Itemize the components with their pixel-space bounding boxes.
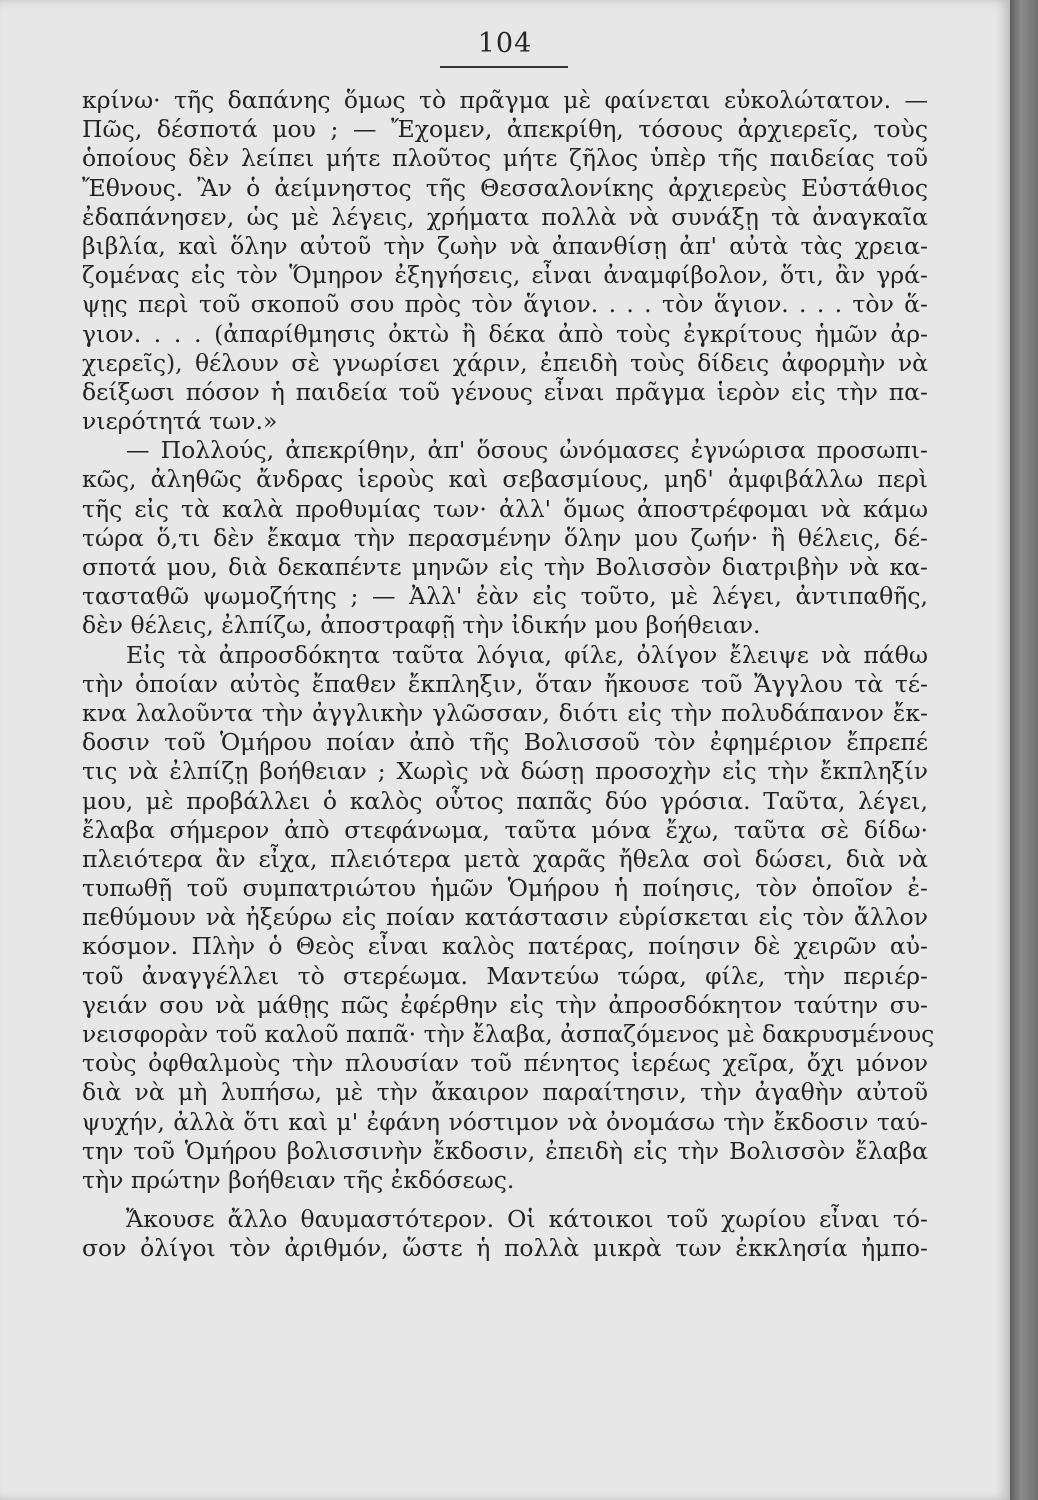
header-rule — [440, 66, 568, 68]
book-edge — [1010, 0, 1038, 1500]
text-line: νιερότητά των.» — [82, 407, 278, 436]
paragraph — [82, 640, 935, 1196]
text-line: γιον. . . . (ἀπαρίθμησις ὀκτὼ ἢ δέκα ἀπὸ τοὺς ἐγκρίτους ἡμῶν ἀρ- — [82, 319, 928, 348]
page-text — [82, 86, 935, 1264]
text-line: δείξωσι πόσον ἡ παιδεία τοῦ γένους εἶναι πρᾶγμα ἱερὸν εἰς τὴν πα- — [82, 377, 928, 406]
text-line: σποτά μου, διὰ δεκαπέντε μηνῶν εἰς τὴν Βολισσὸν διατριβὴν νὰ κα- — [82, 553, 928, 581]
text-line: κρίνω· τῆς δαπάνης ὅμως τὸ πρᾶγμα μὲ φαίνεται εὐκολώτατον. — — [82, 86, 928, 114]
text-line: δοσιν τοῦ Ὁμήρου ποίαν ἀπὸ τῆς Βολισσοῦ τὸν ἐφημέριον ἔπρεπέ — [82, 728, 928, 757]
text-line: ἐδαπάνησεν, ὡς μὲ λέγεις, χρήματα πολλὰ νὰ συνάξῃ τὰ ἀναγκαῖα — [82, 202, 928, 231]
text-line: γειάν σου νὰ μάθῃς πῶς ἐφέρθην εἰς τὴν ἀπροσδόκητον ταύτην συ- — [82, 990, 928, 1019]
text-line: κνα λαλοῦντα τὴν ἀγγλικὴν γλῶσσαν, διότι εἰς τὴν πολυδάπανον ἔκ- — [82, 698, 928, 727]
text-line: τῆς εἰς τὰ καλὰ προθυμίας των· ἀλλ' ὅμως ἀποστρέφομαι νὰ κάμω — [82, 494, 928, 523]
text-line: δὲν θέλεις, ἐλπίζω, ἀποστραφῇ τὴν ἰδικήν μου βοήθειαν. — [82, 611, 761, 640]
text-line: τὴν πρώτην βοήθειαν τῆς ἐκδόσεως. — [82, 1165, 515, 1194]
text-line: κῶς, ἀληθῶς ἄνδρας ἱεροὺς καὶ σεβασμίους, μηδ' ἀμφιβάλλω περὶ — [82, 465, 928, 494]
paragraph — [82, 436, 928, 640]
text-line: ἔλαβα σήμερον ἀπὸ στεφάνωμα, ταῦτα μόνα ἔχω, ταῦτα σὲ δίδω· — [82, 815, 928, 844]
text-line: ψυχήν, ἀλλὰ ὅτι καὶ μ' ἐφάνη νόστιμον νὰ ὀνομάσω τὴν ἔκδοσιν ταύ- — [82, 1107, 928, 1136]
paragraph — [82, 86, 928, 436]
text-line: βιβλία, καὶ ὅλην αὐτοῦ τὴν ζωὴν νὰ ἀπανθίσῃ ἀπ' αὐτὰ τὰς χρεια- — [82, 231, 928, 260]
text-line: Ἔθνους. Ἂν ὁ ἀείμνηστος τῆς Θεσσαλονίκης ἀρχιερεὺς Εὐστάθιος — [82, 173, 928, 202]
text-line: κόσμον. Πλὴν ὁ Θεὸς εἶναι καλὸς πατέρας, ποίησιν δὲ χειρῶν αὐ- — [82, 932, 928, 961]
paragraph-gap — [82, 1195, 928, 1205]
text-line: πεθύμουν νὰ ἠξεύρω εἰς ποίαν κατάστασιν εὑρίσκεται εἰς τὸν ἄλλον — [82, 903, 928, 932]
text-line: τοῦ ἀναγγέλλει τὸ στερέωμα. Μαντεύω τώρα, φίλε, τὴν περιέρ- — [82, 961, 928, 990]
text-line: μου, μὲ προβάλλει ὁ καλὸς οὗτος παπᾶς δύο γρόσια. Ταῦτα, λέγει, — [82, 786, 928, 815]
text-line: διὰ νὰ μὴ λυπήσω, μὲ τὴν ἄκαιρον παραίτησιν, τὴν ἀγαθὴν αὐτοῦ — [82, 1078, 928, 1107]
text-line: σον ὀλίγοι τὸν ἀριθμόν, ὥστε ἡ πολλὰ μικρὰ των ἐκκλησία ἠμπο- — [82, 1234, 928, 1263]
text-line: τὴν ὁποίαν αὐτὸς ἔπαθεν ἔκπληξιν, ὅταν ἤκουσε τοῦ Ἄγγλου τὰ τέ- — [82, 669, 928, 698]
text-line: Πῶς, δέσποτά μου ; — Ἔχομεν, ἀπεκρίθη, τόσους ἀρχιερεῖς, τοὺς — [82, 115, 928, 144]
page-number: 104 — [477, 28, 533, 59]
text-line: τασταθῶ ψωμοζήτης ; — Ἀλλ' ἐὰν εἰς τοῦτο, μὲ λέγει, ἀντιπαθῆς, — [82, 582, 928, 611]
text-line: — Πολλούς, ἀπεκρίθην, ἀπ' ὅσους ὠνόμασες ἐγνώρισα προσωπι- — [126, 436, 928, 465]
text-line: Ἄκουσε ἄλλο θαυμαστότερον. Οἱ κάτοικοι τοῦ χωρίου εἶναι τό- — [126, 1205, 928, 1234]
text-line: τυπωθῇ τοῦ συμπατριώτου ἡμῶν Ὁμήρου ἡ ποίησις, τὸν ὁποῖον ἐ- — [82, 874, 928, 903]
text-line: Εἰς τὰ ἀπροσδόκητα ταῦτα λόγια, φίλε, ὀλίγον ἔλειψε νὰ πάθω — [126, 640, 928, 669]
text-line: τώρα ὅ,τι δὲν ἔκαμα τὴν περασμένην ὅλην μου ζωήν· ἢ θέλεις, δέ- — [82, 523, 928, 552]
text-line: τοὺς ὀφθαλμοὺς τὴν πλουσίαν τοῦ πένητος ἱερέως χεῖρα, ὄχι μόνον — [82, 1049, 928, 1078]
text-line: τις νὰ ἐλπίζῃ βοήθειαν ; Χωρὶς νὰ δώσῃ προσοχὴν εἰς τὴν ἔκπληξίν — [82, 757, 928, 786]
text-line: χιερεῖς), θέλουν σὲ γνωρίσει χάριν, ἐπειδὴ τοὺς δίδεις ἀφορμὴν νὰ — [82, 348, 928, 377]
text-line: την τοῦ Ὁμήρου βολισσινὴν ἔκδοσιν, ἐπειδὴ εἰς τὴν Βολισσὸν ἔλαβα — [82, 1136, 928, 1165]
text-line: ζομένας εἰς τὸν Ὅμηρον ἐξηγήσεις, εἶναι ἀναμφίβολον, ὅτι, ἂν γρά- — [82, 261, 928, 290]
text-line: ψῃς περὶ τοῦ σκοποῦ σου πρὸς τὸν ἅγιον. . . . τὸν ἅγιον. . . . τὸν ἅ- — [82, 290, 928, 319]
paragraph — [82, 1205, 928, 1263]
text-line: ὁποίους δὲν λείπει μήτε πλοῦτος μήτε ζῆλος ὑπὲρ τῆς παιδείας τοῦ — [82, 144, 928, 173]
text-line: πλειότερα ἂν εἶχα, πλειότερα μετὰ χαρᾶς ἤθελα σοὶ δώσει, διὰ νὰ — [82, 844, 928, 873]
text-line: νεισφορὰν τοῦ καλοῦ παπᾶ· τὴν ἔλαβα, ἀσπαζόμενος μὲ δακρυσμένους — [82, 1020, 935, 1048]
